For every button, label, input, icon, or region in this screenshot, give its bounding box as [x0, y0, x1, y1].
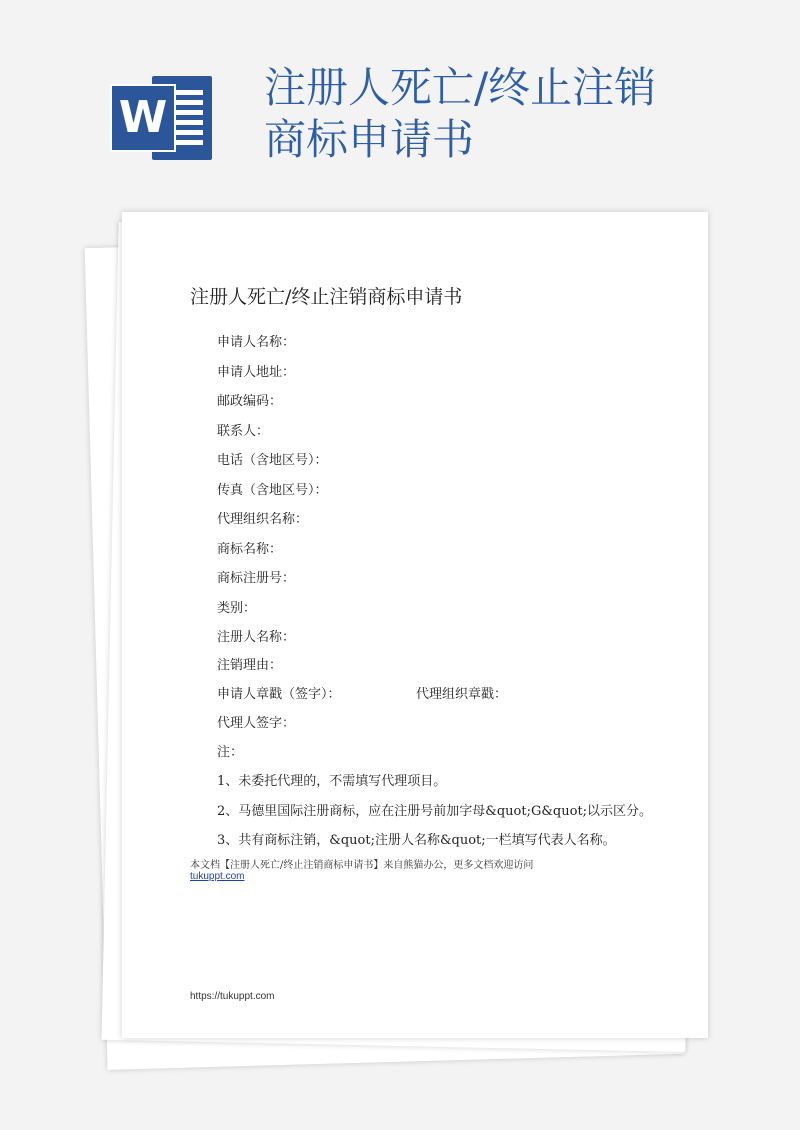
field-contact: 联系人： [217, 424, 270, 439]
footer-link[interactable]: tukuppt.com [190, 871, 245, 882]
field-applicant-address: 申请人地址： [217, 365, 296, 380]
page-title-line1: 注册人死亡/终止注销 [264, 63, 657, 112]
field-agency-name: 代理组织名称： [217, 512, 309, 527]
field-class: 类别： [217, 601, 257, 616]
note-item-1: 1、未委托代理的，不需填写代理项目。 [217, 774, 447, 789]
field-applicant-name: 申请人名称： [217, 335, 296, 350]
field-trademark-name: 商标名称： [217, 542, 283, 557]
field-registration-number: 商标注册号： [217, 571, 296, 586]
paper-sheet-front [122, 212, 708, 1038]
field-registrant-name: 注册人名称： [217, 630, 296, 645]
field-fax: 传真（含地区号）： [217, 483, 328, 498]
word-icon [110, 76, 214, 160]
note-item-3: 3、共有商标注销，&quot;注册人名称&quot;一栏填写代表人名称。 [217, 833, 616, 848]
field-agent-signature: 代理人签字： [217, 716, 296, 731]
footer-source-text: 本文档【注册人死亡/终止注销商标申请书】来自熊猫办公，更多文档欢迎访问 [190, 860, 534, 871]
page-title-line2: 商标申请书 [264, 115, 475, 164]
page-title [264, 62, 684, 166]
notes-heading: 注： [217, 745, 244, 760]
bottom-url: https://tukuppt.com [190, 991, 275, 1002]
field-cancel-reason: 注销理由： [217, 658, 283, 673]
note-item-2: 2、马德里国际注册商标，应在注册号前加字母&quot;G&quot;以示区分。 [217, 804, 653, 819]
word-letter-tile: W [110, 84, 176, 152]
document-title: 注册人死亡/终止注销商标申请书 [190, 286, 463, 308]
field-applicant-seal: 申请人章戳（签字）： [217, 687, 341, 702]
field-phone: 电话（含地区号）： [217, 453, 328, 468]
field-agency-seal: 代理组织章戳： [416, 687, 508, 702]
field-postal-code: 邮政编码： [217, 394, 283, 409]
